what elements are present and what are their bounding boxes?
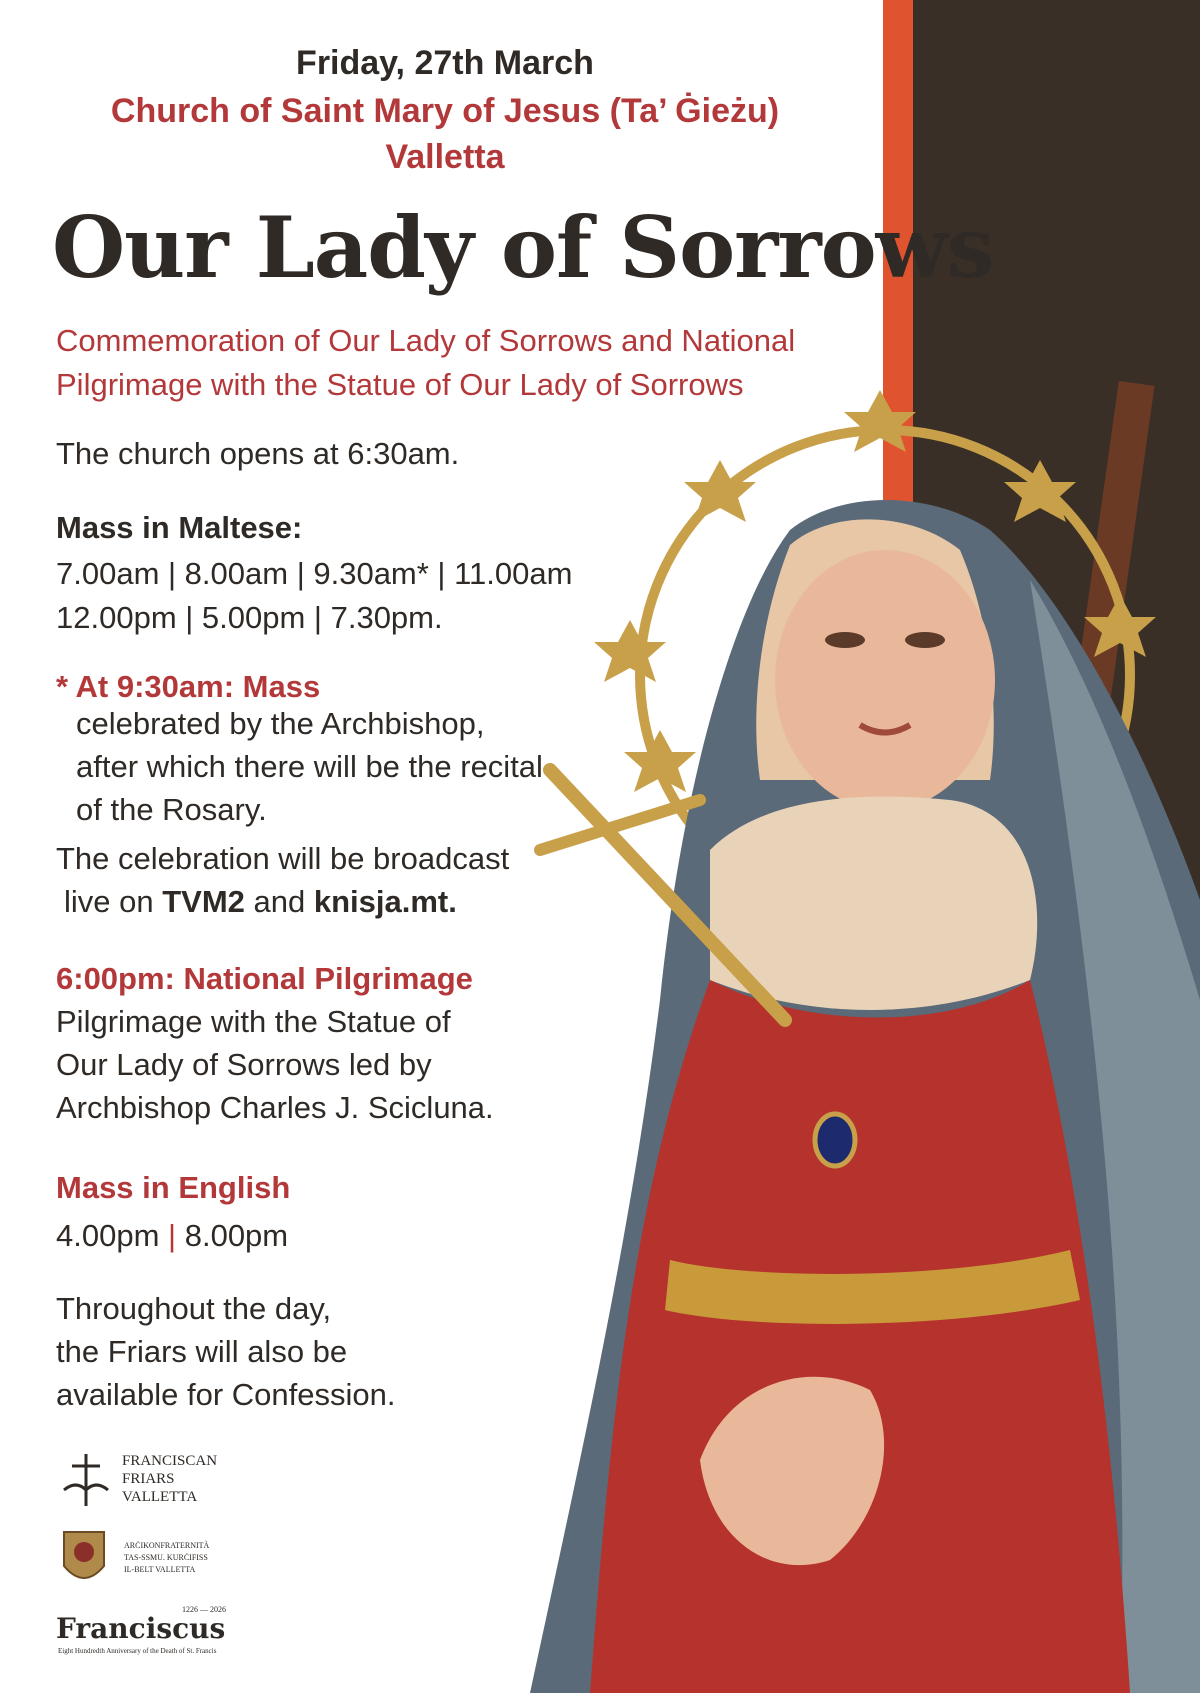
confraternity-logo-line-2: TAS-SSMU. KURĊIFISS [124, 1553, 208, 1562]
friars-logo-line-1: FRANCISCAN [122, 1453, 218, 1469]
broadcast-line-1: The celebration will be broadcast [56, 841, 510, 876]
confraternity-logo-line-1: ARĊIKONFRATERNITÀ [124, 1541, 210, 1550]
broadcast-prefix: live on [64, 884, 163, 919]
confraternity-crest-icon [58, 1522, 110, 1592]
event-date: Friday, 27th March [296, 44, 594, 82]
friars-logo-line-2: FRIARS [122, 1471, 175, 1487]
archbishop-mass-line-1: celebrated by the Archbishop, [76, 706, 485, 741]
franciscus-years: 1226 — 2026 [182, 1605, 226, 1614]
archbishop-mass-heading: * At 9:30am: Mass [56, 669, 321, 704]
friars-logo-line-3: VALLETTA [122, 1489, 198, 1505]
subtitle-line-1: Commemoration of Our Lady of Sorrows and National [56, 323, 796, 358]
broadcast-channel: TVM2 [162, 884, 245, 919]
confraternity-logo-line-3: IL-BELT VALLETTA [124, 1565, 196, 1574]
english-mass-separator: | [168, 1218, 177, 1253]
broadcast-and: and [244, 884, 314, 919]
english-mass-times [56, 1218, 288, 1254]
broadcast-line-2 [64, 884, 457, 920]
broadcast-site: knisja.mt. [313, 884, 457, 919]
pilgrimage-line-3: Archbishop Charles J. Scicluna. [56, 1090, 494, 1125]
archbishop-mass-line-2: after which there will be the recital [76, 749, 543, 784]
english-mass-time-2: 8.00pm [184, 1218, 289, 1253]
city-name: Valletta [385, 138, 505, 176]
franciscus-logo: Franciscus [56, 1612, 226, 1645]
pilgrimage-line-2: Our Lady of Sorrows led by [56, 1047, 432, 1082]
franciscan-cross-icon [56, 1450, 116, 1510]
pilgrimage-heading: 6:00pm: National Pilgrimage [56, 961, 473, 996]
church-name: Church of Saint Mary of Jesus (Ta’ Ġieżu) [110, 92, 780, 130]
franciscus-caption: Eight Hundredth Anniversary of the Death of St. Francis [58, 1647, 217, 1655]
english-mass-time-1: 4.00pm [56, 1218, 160, 1253]
opening-time: The church opens at 6:30am. [56, 436, 460, 471]
english-mass-heading: Mass in English [56, 1170, 291, 1205]
confession-line-2: the Friars will also be [56, 1334, 348, 1369]
pilgrimage-line-1: Pilgrimage with the Statue of [56, 1004, 451, 1039]
confession-line-1: Throughout the day, [56, 1291, 332, 1326]
confession-line-3: available for Confession. [56, 1377, 396, 1412]
archbishop-mass-line-3: of the Rosary. [76, 792, 267, 827]
confraternity-logo-text [124, 1540, 209, 1576]
subtitle-line-2: Pilgrimage with the Statue of Our Lady of Sorrows [56, 367, 744, 402]
friars-logo-text [122, 1452, 217, 1506]
page-title: Our Lady of Sorrows [52, 198, 994, 297]
maltese-mass-times-1: 7.00am | 8.00am | 9.30am* | 11.00am [56, 556, 573, 591]
maltese-mass-heading: Mass in Maltese: [56, 510, 303, 545]
maltese-mass-times-2: 12.00pm | 5.00pm | 7.30pm. [56, 600, 443, 635]
